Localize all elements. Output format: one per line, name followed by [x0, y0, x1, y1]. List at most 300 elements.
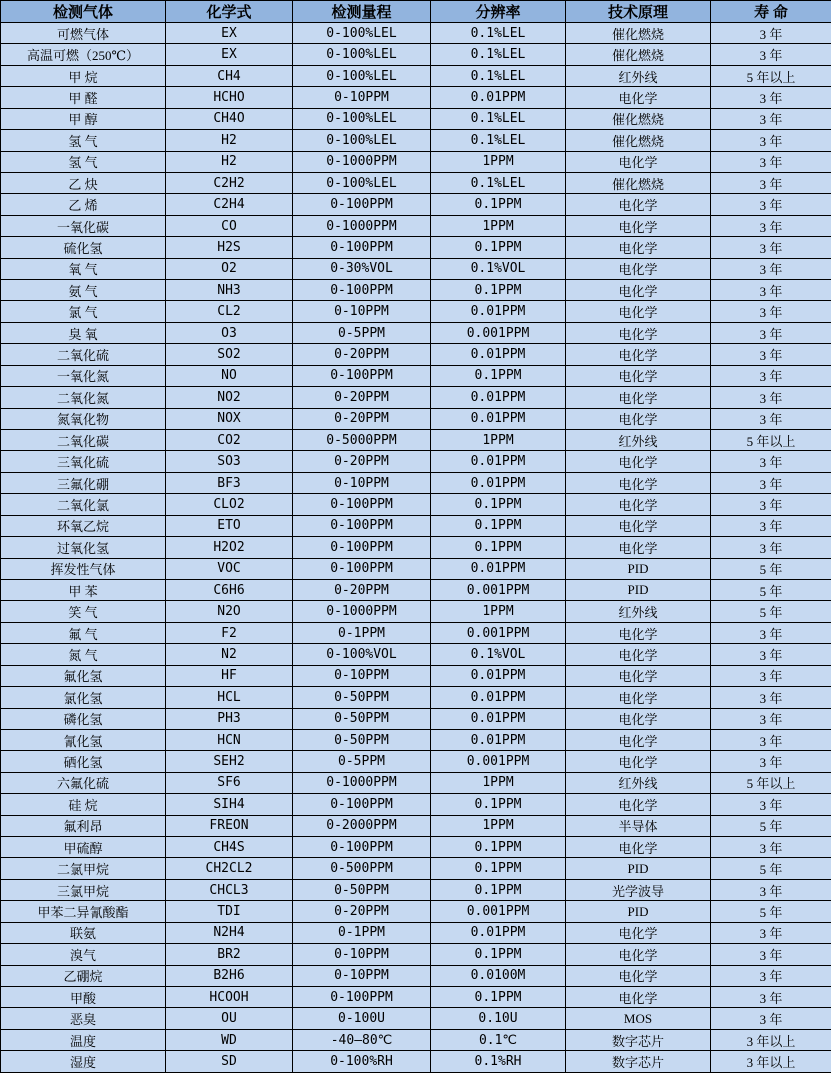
cell-gas-name: 高温可燃（250℃） [1, 44, 166, 65]
cell-gas-name: 二氧化碳 [1, 430, 166, 451]
cell-principle: 数字芯片 [566, 1051, 711, 1073]
cell-range: 0-100%LEL [293, 172, 431, 193]
table-row [1, 515, 831, 536]
table-row [1, 322, 831, 343]
table-row [1, 794, 831, 815]
table-row [1, 408, 831, 429]
cell-lifespan: 3 年 [711, 729, 831, 750]
cell-gas-name: 可燃气体 [1, 23, 166, 44]
cell-resolution: 0.001PPM [431, 622, 566, 643]
cell-principle: 电化学 [566, 986, 711, 1007]
cell-lifespan: 3 年 [711, 322, 831, 343]
cell-resolution: 0.1PPM [431, 494, 566, 515]
cell-gas-name: 磷化氢 [1, 708, 166, 729]
cell-resolution: 0.01PPM [431, 87, 566, 108]
cell-formula: C6H6 [166, 579, 293, 600]
cell-range: 0-100U [293, 1008, 431, 1029]
cell-gas-name: 二氧化氮 [1, 387, 166, 408]
cell-resolution: 0.1%VOL [431, 644, 566, 665]
cell-principle: PID [566, 558, 711, 579]
cell-resolution: 0.01PPM [431, 922, 566, 943]
table-row [1, 965, 831, 986]
cell-lifespan: 5 年 [711, 901, 831, 922]
cell-range: 0-100PPM [293, 794, 431, 815]
column-header-principle: 技术原理 [566, 1, 711, 23]
table-row [1, 451, 831, 472]
cell-gas-name: 甲硫醇 [1, 837, 166, 858]
cell-gas-name: 氟化氢 [1, 665, 166, 686]
cell-principle: 电化学 [566, 687, 711, 708]
cell-resolution: 0.1%LEL [431, 172, 566, 193]
cell-lifespan: 3 年 [711, 194, 831, 215]
cell-range: 0-100PPM [293, 365, 431, 386]
cell-lifespan: 3 年 [711, 301, 831, 322]
cell-resolution: 0.1%VOL [431, 258, 566, 279]
cell-resolution: 0.1%LEL [431, 130, 566, 151]
cell-principle: PID [566, 858, 711, 879]
column-header-range: 检测量程 [293, 1, 431, 23]
cell-lifespan: 3 年 [711, 665, 831, 686]
cell-resolution: 0.10U [431, 1008, 566, 1029]
cell-lifespan: 3 年 [711, 922, 831, 943]
cell-resolution: 0.001PPM [431, 751, 566, 772]
cell-formula: H2S [166, 237, 293, 258]
cell-gas-name: 甲苯二异氰酸酯 [1, 901, 166, 922]
cell-formula: HF [166, 665, 293, 686]
cell-range: 0-1000PPM [293, 215, 431, 236]
cell-range: 0-10PPM [293, 301, 431, 322]
cell-lifespan: 5 年 [711, 558, 831, 579]
cell-gas-name: 氧 气 [1, 258, 166, 279]
table-row [1, 1051, 831, 1073]
cell-formula: SO2 [166, 344, 293, 365]
cell-range: 0-100PPM [293, 194, 431, 215]
table-row [1, 87, 831, 108]
table-row [1, 751, 831, 772]
cell-principle: 电化学 [566, 472, 711, 493]
cell-lifespan: 3 年 [711, 622, 831, 643]
cell-range: 0-20PPM [293, 901, 431, 922]
cell-principle: 红外线 [566, 772, 711, 793]
cell-formula: TDI [166, 901, 293, 922]
cell-lifespan: 3 年以上 [711, 1029, 831, 1050]
cell-formula: SO3 [166, 451, 293, 472]
cell-resolution: 0.001PPM [431, 901, 566, 922]
cell-formula: HCL [166, 687, 293, 708]
cell-gas-name: 笑 气 [1, 601, 166, 622]
cell-principle: 电化学 [566, 622, 711, 643]
cell-formula: C2H2 [166, 172, 293, 193]
cell-principle: 红外线 [566, 601, 711, 622]
cell-principle: 电化学 [566, 344, 711, 365]
cell-formula: N2 [166, 644, 293, 665]
cell-resolution: 0.01PPM [431, 451, 566, 472]
cell-gas-name: 氟利昂 [1, 815, 166, 836]
cell-formula: CH4S [166, 837, 293, 858]
cell-lifespan: 3 年 [711, 365, 831, 386]
cell-range: 0-20PPM [293, 408, 431, 429]
cell-range: 0-20PPM [293, 344, 431, 365]
cell-resolution: 0.1%LEL [431, 108, 566, 129]
cell-formula: CO [166, 215, 293, 236]
cell-lifespan: 5 年以上 [711, 772, 831, 793]
cell-gas-name: 氮氧化物 [1, 408, 166, 429]
cell-range: 0-10PPM [293, 665, 431, 686]
cell-range: 0-100PPM [293, 837, 431, 858]
cell-gas-name: 环氧乙烷 [1, 515, 166, 536]
cell-formula: C2H4 [166, 194, 293, 215]
cell-formula: HCOOH [166, 986, 293, 1007]
cell-resolution: 1PPM [431, 215, 566, 236]
cell-formula: CL2 [166, 301, 293, 322]
cell-resolution: 0.1PPM [431, 537, 566, 558]
table-row [1, 537, 831, 558]
cell-resolution: 0.01PPM [431, 665, 566, 686]
cell-range: 0-100PPM [293, 280, 431, 301]
cell-lifespan: 3 年 [711, 537, 831, 558]
cell-range: 0-100%RH [293, 1051, 431, 1073]
cell-resolution: 0.01PPM [431, 558, 566, 579]
cell-resolution: 0.1PPM [431, 986, 566, 1007]
cell-principle: 催化燃烧 [566, 130, 711, 151]
cell-resolution: 0.1PPM [431, 365, 566, 386]
table-row [1, 922, 831, 943]
cell-principle: PID [566, 901, 711, 922]
cell-resolution: 0.1PPM [431, 794, 566, 815]
table-row [1, 815, 831, 836]
cell-resolution: 0.01PPM [431, 387, 566, 408]
cell-gas-name: 三氟化硼 [1, 472, 166, 493]
cell-lifespan: 3 年 [711, 515, 831, 536]
cell-principle: 电化学 [566, 708, 711, 729]
table-row [1, 772, 831, 793]
cell-gas-name: 氯 气 [1, 301, 166, 322]
cell-resolution: 0.1PPM [431, 879, 566, 900]
cell-lifespan: 3 年 [711, 237, 831, 258]
cell-principle: 电化学 [566, 515, 711, 536]
cell-formula: SF6 [166, 772, 293, 793]
cell-resolution: 0.01PPM [431, 472, 566, 493]
cell-formula: BR2 [166, 944, 293, 965]
table-row [1, 430, 831, 451]
cell-resolution: 0.1PPM [431, 837, 566, 858]
table-row [1, 65, 831, 86]
table-row [1, 258, 831, 279]
cell-range: 0-100PPM [293, 558, 431, 579]
cell-principle: 电化学 [566, 665, 711, 686]
cell-range: 0-100PPM [293, 537, 431, 558]
cell-resolution: 0.001PPM [431, 322, 566, 343]
cell-lifespan: 5 年 [711, 579, 831, 600]
cell-gas-name: 乙 烯 [1, 194, 166, 215]
cell-range: 0-10PPM [293, 87, 431, 108]
cell-lifespan: 3 年 [711, 687, 831, 708]
cell-formula: ETO [166, 515, 293, 536]
cell-resolution: 1PPM [431, 815, 566, 836]
cell-formula: H2 [166, 130, 293, 151]
table-row [1, 387, 831, 408]
cell-gas-name: 联氨 [1, 922, 166, 943]
table-row [1, 215, 831, 236]
cell-formula: CO2 [166, 430, 293, 451]
cell-lifespan: 3 年 [711, 280, 831, 301]
cell-gas-name: 氟 气 [1, 622, 166, 643]
cell-formula: SD [166, 1051, 293, 1073]
cell-lifespan: 3 年 [711, 44, 831, 65]
cell-gas-name: 一氧化氮 [1, 365, 166, 386]
column-header-lifespan: 寿 命 [711, 1, 831, 23]
cell-formula: VOC [166, 558, 293, 579]
cell-resolution: 1PPM [431, 772, 566, 793]
cell-principle: 电化学 [566, 837, 711, 858]
cell-gas-name: 二氧化氯 [1, 494, 166, 515]
table-row [1, 130, 831, 151]
table-row [1, 1029, 831, 1050]
cell-gas-name: 二氯甲烷 [1, 858, 166, 879]
cell-principle: 数字芯片 [566, 1029, 711, 1050]
cell-resolution: 0.1PPM [431, 515, 566, 536]
cell-principle: 电化学 [566, 729, 711, 750]
cell-gas-name: 硒化氢 [1, 751, 166, 772]
table-row [1, 344, 831, 365]
cell-lifespan: 3 年 [711, 965, 831, 986]
table-row [1, 280, 831, 301]
table-row [1, 365, 831, 386]
cell-range: 0-10PPM [293, 965, 431, 986]
cell-gas-name: 乙 炔 [1, 172, 166, 193]
cell-range: 0-10PPM [293, 472, 431, 493]
cell-range: 0-100%LEL [293, 23, 431, 44]
cell-gas-name: 一氧化碳 [1, 215, 166, 236]
cell-range: 0-100%LEL [293, 130, 431, 151]
table-row [1, 151, 831, 172]
cell-principle: 电化学 [566, 751, 711, 772]
cell-gas-name: 甲 醇 [1, 108, 166, 129]
cell-range: 0-1PPM [293, 922, 431, 943]
cell-lifespan: 5 年以上 [711, 65, 831, 86]
table-row [1, 494, 831, 515]
cell-range: 0-100%LEL [293, 108, 431, 129]
cell-formula: EX [166, 44, 293, 65]
cell-gas-name: 氨 气 [1, 280, 166, 301]
cell-lifespan: 5 年 [711, 601, 831, 622]
cell-lifespan: 3 年 [711, 130, 831, 151]
cell-principle: 电化学 [566, 258, 711, 279]
cell-gas-name: 硫化氢 [1, 237, 166, 258]
cell-formula: NOX [166, 408, 293, 429]
table-row [1, 665, 831, 686]
cell-range: 0-5PPM [293, 751, 431, 772]
cell-principle: 催化燃烧 [566, 44, 711, 65]
column-header-gas: 检测气体 [1, 1, 166, 23]
cell-gas-name: 甲酸 [1, 986, 166, 1007]
cell-formula: NO [166, 365, 293, 386]
cell-principle: 电化学 [566, 922, 711, 943]
cell-gas-name: 氢 气 [1, 151, 166, 172]
cell-principle: 电化学 [566, 387, 711, 408]
table-row [1, 44, 831, 65]
table-row [1, 172, 831, 193]
cell-resolution: 0.001PPM [431, 579, 566, 600]
cell-range: 0-500PPM [293, 858, 431, 879]
cell-principle: 电化学 [566, 215, 711, 236]
cell-range: -40—80℃ [293, 1029, 431, 1050]
table-row [1, 301, 831, 322]
cell-resolution: 0.01PPM [431, 408, 566, 429]
cell-gas-name: 温度 [1, 1029, 166, 1050]
cell-lifespan: 5 年以上 [711, 430, 831, 451]
cell-range: 0-1000PPM [293, 772, 431, 793]
cell-formula: CHCL3 [166, 879, 293, 900]
table-body [1, 23, 831, 1073]
cell-formula: CH2CL2 [166, 858, 293, 879]
cell-range: 0-100%LEL [293, 65, 431, 86]
cell-formula: CH4 [166, 65, 293, 86]
cell-principle: 电化学 [566, 537, 711, 558]
cell-range: 0-20PPM [293, 387, 431, 408]
cell-formula: HCHO [166, 87, 293, 108]
cell-lifespan: 3 年 [711, 472, 831, 493]
cell-formula: N2H4 [166, 922, 293, 943]
cell-lifespan: 3 年 [711, 879, 831, 900]
cell-lifespan: 3 年 [711, 944, 831, 965]
cell-resolution: 0.1PPM [431, 944, 566, 965]
cell-principle: 电化学 [566, 280, 711, 301]
cell-lifespan: 3 年 [711, 794, 831, 815]
cell-lifespan: 3 年 [711, 151, 831, 172]
table-row [1, 944, 831, 965]
cell-formula: H2 [166, 151, 293, 172]
cell-gas-name: 二氧化硫 [1, 344, 166, 365]
cell-lifespan: 3 年 [711, 644, 831, 665]
cell-range: 0-100PPM [293, 515, 431, 536]
cell-resolution: 1PPM [431, 430, 566, 451]
cell-principle: 电化学 [566, 644, 711, 665]
cell-lifespan: 3 年 [711, 87, 831, 108]
cell-range: 0-50PPM [293, 879, 431, 900]
cell-lifespan: 3 年 [711, 494, 831, 515]
table-row [1, 622, 831, 643]
table-row [1, 837, 831, 858]
cell-lifespan: 3 年 [711, 837, 831, 858]
cell-formula: SIH4 [166, 794, 293, 815]
cell-resolution: 0.1PPM [431, 280, 566, 301]
cell-principle: 红外线 [566, 430, 711, 451]
cell-gas-name: 恶臭 [1, 1008, 166, 1029]
cell-principle: 红外线 [566, 65, 711, 86]
column-header-resolution: 分辨率 [431, 1, 566, 23]
cell-resolution: 0.01PPM [431, 301, 566, 322]
cell-lifespan: 3 年 [711, 23, 831, 44]
table-row [1, 708, 831, 729]
table-row [1, 108, 831, 129]
cell-principle: 电化学 [566, 965, 711, 986]
cell-range: 0-1PPM [293, 622, 431, 643]
table-row [1, 901, 831, 922]
cell-gas-name: 硅 烷 [1, 794, 166, 815]
cell-formula: HCN [166, 729, 293, 750]
cell-formula: OU [166, 1008, 293, 1029]
table-row [1, 579, 831, 600]
cell-formula: PH3 [166, 708, 293, 729]
table-row [1, 687, 831, 708]
cell-formula: O2 [166, 258, 293, 279]
cell-principle: 电化学 [566, 794, 711, 815]
cell-resolution: 0.01PPM [431, 687, 566, 708]
table-row [1, 1008, 831, 1029]
table-row [1, 237, 831, 258]
cell-resolution: 0.1PPM [431, 237, 566, 258]
cell-lifespan: 3 年 [711, 172, 831, 193]
cell-formula: B2H6 [166, 965, 293, 986]
cell-lifespan: 3 年 [711, 408, 831, 429]
cell-formula: CH4O [166, 108, 293, 129]
cell-formula: FREON [166, 815, 293, 836]
cell-principle: 电化学 [566, 494, 711, 515]
cell-gas-name: 挥发性气体 [1, 558, 166, 579]
cell-gas-name: 乙硼烷 [1, 965, 166, 986]
cell-principle: 电化学 [566, 194, 711, 215]
table-row [1, 644, 831, 665]
cell-lifespan: 3 年以上 [711, 1051, 831, 1073]
cell-gas-name: 溴气 [1, 944, 166, 965]
cell-formula: BF3 [166, 472, 293, 493]
cell-resolution: 0.1℃ [431, 1029, 566, 1050]
cell-range: 0-50PPM [293, 708, 431, 729]
cell-formula: O3 [166, 322, 293, 343]
cell-gas-name: 氢 气 [1, 130, 166, 151]
cell-principle: 电化学 [566, 408, 711, 429]
cell-gas-name: 臭 氧 [1, 322, 166, 343]
table-row [1, 472, 831, 493]
cell-gas-name: 三氧化硫 [1, 451, 166, 472]
cell-formula: F2 [166, 622, 293, 643]
cell-range: 0-50PPM [293, 729, 431, 750]
cell-principle: 电化学 [566, 322, 711, 343]
cell-range: 0-1000PPM [293, 151, 431, 172]
cell-lifespan: 3 年 [711, 344, 831, 365]
cell-resolution: 0.0100M [431, 965, 566, 986]
cell-range: 0-5PPM [293, 322, 431, 343]
cell-gas-name: 甲 烷 [1, 65, 166, 86]
cell-gas-name: 过氧化氢 [1, 537, 166, 558]
cell-principle: 电化学 [566, 301, 711, 322]
cell-range: 0-100%VOL [293, 644, 431, 665]
cell-range: 0-100PPM [293, 237, 431, 258]
cell-gas-name: 甲 苯 [1, 579, 166, 600]
cell-resolution: 0.1PPM [431, 858, 566, 879]
cell-principle: MOS [566, 1008, 711, 1029]
cell-principle: 催化燃烧 [566, 108, 711, 129]
header-row [1, 1, 831, 23]
cell-principle: 电化学 [566, 151, 711, 172]
table-row [1, 858, 831, 879]
cell-principle: 电化学 [566, 87, 711, 108]
cell-formula: N2O [166, 601, 293, 622]
cell-resolution: 0.01PPM [431, 344, 566, 365]
cell-gas-name: 氯化氢 [1, 687, 166, 708]
cell-range: 0-50PPM [293, 687, 431, 708]
cell-gas-name: 甲 醛 [1, 87, 166, 108]
cell-range: 0-20PPM [293, 579, 431, 600]
table-row [1, 879, 831, 900]
cell-principle: 催化燃烧 [566, 23, 711, 44]
cell-resolution: 0.01PPM [431, 708, 566, 729]
cell-principle: 电化学 [566, 237, 711, 258]
cell-formula: WD [166, 1029, 293, 1050]
cell-formula: EX [166, 23, 293, 44]
cell-formula: NO2 [166, 387, 293, 408]
